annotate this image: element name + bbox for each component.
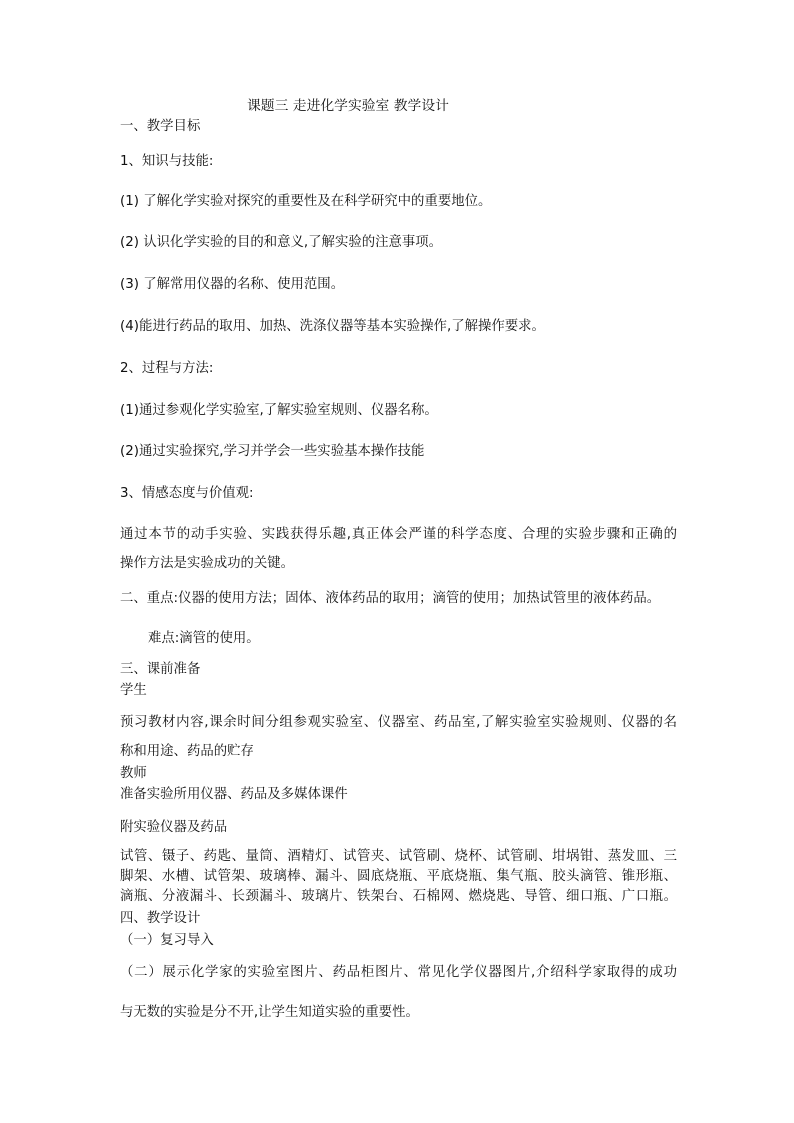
appendix-list-line-3: 滴瓶、分液漏斗、长颈漏斗、玻璃片、铁架台、石棉网、燃烧匙、导管、细口瓶、广口瓶。	[120, 889, 677, 904]
subheading-knowledge-skills: 1、知识与技能:	[120, 154, 214, 169]
appendix-list-line-1: 试管、镊子、药匙、量筒、酒精灯、试管夹、试管刷、烧杯、试管刷、坩埚钳、蒸发皿、三	[120, 849, 677, 864]
process-item-1: (1)通过参观化学实验室,了解实验室规则、仪器名称。	[120, 403, 438, 418]
page-title: 课题三 走进化学实验室 教学设计	[247, 98, 449, 114]
teaching-step-1: （一）复习导入	[120, 933, 214, 948]
student-paragraph-line-1: 预习教材内容,课余时间分组参观实验室、仪器室、药品室,了解实验室实验规则、仪器的名	[120, 715, 677, 730]
appendix-list-line-2: 脚架、水槽、试管架、玻璃棒、漏斗、圆底烧瓶、平底烧瓶、集气瓶、胶头滴管、锥形瓶、	[120, 869, 677, 884]
knowledge-item-1: (1) 了解化学实验对探究的重要性及在科学研究中的重要地位。	[120, 194, 492, 209]
subheading-process-methods: 2、过程与方法:	[120, 361, 214, 376]
subheading-attitude-values: 3、情感态度与价值观:	[120, 486, 254, 501]
difficulty-text: 难点:滴管的使用。	[148, 631, 260, 646]
section-heading-teaching-design: 四、教学设计	[120, 911, 201, 926]
teacher-text: 准备实验所用仪器、药品及多媒体课件	[120, 787, 348, 802]
section-heading-preparation: 三、课前准备	[120, 662, 201, 677]
knowledge-item-4: (4)能进行药品的取用、加热、洗涤仪器等基本实验操作,了解操作要求。	[120, 319, 545, 334]
student-paragraph-line-2: 称和用途、药品的贮存	[120, 744, 254, 759]
knowledge-item-3: (3) 了解常用仪器的名称、使用范围。	[120, 277, 345, 292]
section-heading-key-points: 二、重点:仪器的使用方法；固体、液体药品的取用；滴管的使用；加热试管里的液体药品。	[120, 591, 661, 606]
appendix-heading: 附实验仪器及药品	[120, 820, 228, 835]
teaching-step-2-line-2: 与无数的实验是分不开,让学生知道实验的重要性。	[120, 1005, 419, 1020]
student-label: 学生	[120, 683, 147, 698]
section-heading-objectives: 一、教学目标	[120, 119, 201, 134]
attitude-paragraph-line-2: 操作方法是实验成功的关键。	[120, 556, 295, 571]
teacher-label: 教师	[120, 766, 147, 781]
attitude-paragraph-line-1: 通过本节的动手实验、实践获得乐趣,真正体会严谨的科学态度、合理的实验步骤和正确的	[120, 527, 677, 542]
knowledge-item-2: (2) 认识化学实验的目的和意义,了解实验的注意事项。	[120, 235, 443, 250]
process-item-2: (2)通过实验探究,学习并学会一些实验基本操作技能	[120, 444, 425, 459]
teaching-step-2-line-1: （二）展示化学家的实验室图片、药品柜图片、常见化学仪器图片,介绍科学家取得的成功	[120, 965, 677, 980]
